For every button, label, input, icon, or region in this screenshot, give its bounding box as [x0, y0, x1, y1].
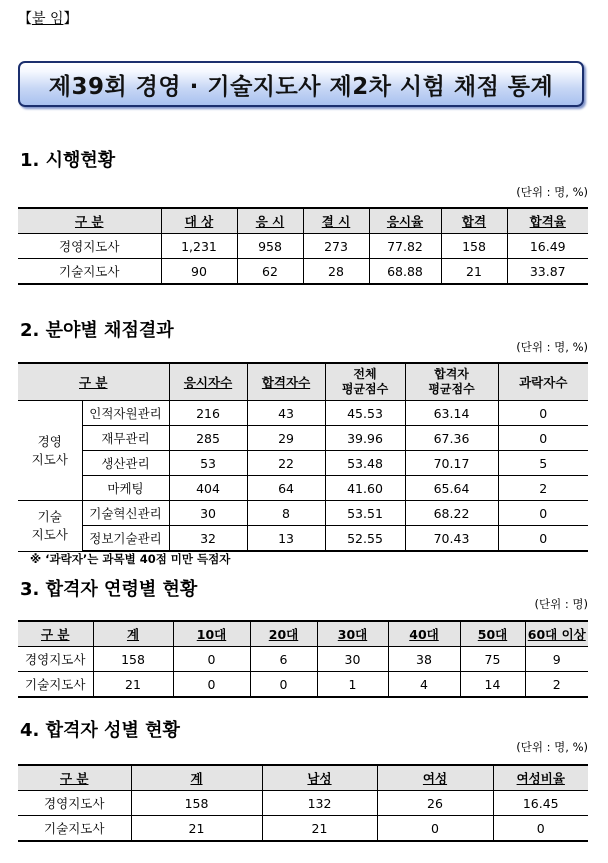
section3-unit: (단위 : 명) [534, 597, 588, 611]
age-table [18, 620, 588, 698]
table-cell: 0 [498, 526, 588, 552]
section4-unit: (단위 : 명, %) [516, 740, 588, 754]
table-cell: 0 [173, 647, 250, 672]
page-title: 제39회 경영 · 기술지도사 제2차 시험 채점 통계 [48, 73, 554, 100]
attachment-label: 【붙 임】 [18, 11, 78, 27]
table-cell: 0 [498, 501, 588, 526]
table-cell: 77.82 [369, 234, 441, 259]
table-cell: 0 [493, 816, 588, 842]
header-cell: 합격자수 [247, 363, 325, 401]
table-cell: 재무관리 [82, 426, 169, 451]
table-cell: 70.17 [405, 451, 498, 476]
table-cell: 1 [317, 672, 388, 698]
header-cell: 50대 [460, 621, 525, 647]
header-cell: 남성 [262, 765, 377, 791]
table-cell: 2 [498, 476, 588, 501]
table-cell: 21 [262, 816, 377, 842]
table-row [18, 501, 588, 526]
header-cell: 대 상 [161, 208, 237, 234]
table-row [18, 259, 588, 285]
header-cell: 응 시 [237, 208, 303, 234]
table-cell: 32 [169, 526, 247, 552]
table-cell: 45.53 [325, 401, 405, 426]
table-cell: 22 [247, 451, 325, 476]
header-cell: 과락자수 [498, 363, 588, 401]
table-row [18, 791, 588, 816]
fail-note: ※ ‘과락자’는 과목별 40점 미만 득점자 [30, 552, 231, 566]
table-header-row [18, 363, 588, 401]
table-cell: 68.22 [405, 501, 498, 526]
table-cell: 90 [161, 259, 237, 285]
table-cell: 2 [525, 672, 588, 698]
table-cell: 53.51 [325, 501, 405, 526]
table-cell: 216 [169, 401, 247, 426]
table-cell: 1,231 [161, 234, 237, 259]
header-cell: 합격자 평균점수 [405, 363, 498, 401]
header-cell: 40대 [388, 621, 460, 647]
section4-heading: 4. 합격자 성별 현황 [20, 720, 180, 741]
table-cell: 38 [388, 647, 460, 672]
section1-heading: 1. 시행현황 [20, 150, 116, 171]
section1-unit: (단위 : 명, %) [516, 185, 588, 199]
title-banner [18, 61, 584, 107]
header-cell: 합격율 [507, 208, 588, 234]
table-cell: 5 [498, 451, 588, 476]
table-cell: 경영지도사 [18, 234, 161, 259]
table-cell: 14 [460, 672, 525, 698]
table-cell: 인적자원관리 [82, 401, 169, 426]
header-cell: 응시자수 [169, 363, 247, 401]
table-cell: 62 [237, 259, 303, 285]
gender-table [18, 764, 588, 842]
table-row [18, 647, 588, 672]
table-cell: 63.14 [405, 401, 498, 426]
table-cell: 0 [498, 426, 588, 451]
table-cell: 68.88 [369, 259, 441, 285]
section3-heading: 3. 합격자 연령별 현황 [20, 579, 198, 600]
table-cell: 0 [377, 816, 493, 842]
table-cell: 285 [169, 426, 247, 451]
header-cell: 구 분 [18, 208, 161, 234]
table-cell: 132 [262, 791, 377, 816]
table-cell: 기술지도사 [18, 259, 161, 285]
table-cell: 64 [247, 476, 325, 501]
section2-heading: 2. 분야별 채점결과 [20, 320, 174, 341]
header-cell: 결 시 [303, 208, 369, 234]
table-cell: 기술혁신관리 [82, 501, 169, 526]
table-cell: 53.48 [325, 451, 405, 476]
table-row [18, 426, 588, 451]
table-cell: 29 [247, 426, 325, 451]
table-row [18, 234, 588, 259]
table-cell: 정보기술관리 [82, 526, 169, 552]
group-cell: 경영 지도사 [18, 401, 82, 501]
table-cell: 21 [131, 816, 262, 842]
table-header-row [18, 621, 588, 647]
table-cell: 21 [441, 259, 507, 285]
table-cell: 기술지도사 [18, 672, 93, 698]
table-cell: 기술지도사 [18, 816, 131, 842]
table-row [18, 476, 588, 501]
table-row [18, 672, 588, 698]
table-cell: 43 [247, 401, 325, 426]
table-cell: 9 [525, 647, 588, 672]
table-cell: 4 [388, 672, 460, 698]
header-cell: 30대 [317, 621, 388, 647]
header-cell: 20대 [250, 621, 317, 647]
table-cell: 70.43 [405, 526, 498, 552]
table-cell: 마케팅 [82, 476, 169, 501]
table-cell: 16.45 [493, 791, 588, 816]
table-row [18, 816, 588, 842]
table-cell: 33.87 [507, 259, 588, 285]
header-cell: 60대 이상 [525, 621, 588, 647]
group-cell: 기술 지도사 [18, 501, 82, 552]
status-table [18, 207, 588, 285]
header-cell: 합격 [441, 208, 507, 234]
table-cell: 30 [317, 647, 388, 672]
table-cell: 158 [441, 234, 507, 259]
table-row [18, 451, 588, 476]
table-cell: 39.96 [325, 426, 405, 451]
table-cell: 생산관리 [82, 451, 169, 476]
table-cell: 273 [303, 234, 369, 259]
header-cell: 계 [131, 765, 262, 791]
table-cell: 30 [169, 501, 247, 526]
table-cell: 158 [131, 791, 262, 816]
header-cell: 여성 [377, 765, 493, 791]
table-cell: 8 [247, 501, 325, 526]
table-cell: 0 [173, 672, 250, 698]
table-cell: 158 [93, 647, 173, 672]
table-cell: 26 [377, 791, 493, 816]
table-cell: 67.36 [405, 426, 498, 451]
header-cell: 10대 [173, 621, 250, 647]
table-cell: 경영지도사 [18, 791, 131, 816]
header-cell: 전체 평균점수 [325, 363, 405, 401]
header-cell: 구 분 [18, 363, 169, 401]
field-results-table [18, 362, 588, 552]
table-cell: 958 [237, 234, 303, 259]
table-cell: 경영지도사 [18, 647, 93, 672]
table-row [18, 526, 588, 552]
header-cell: 여성비율 [493, 765, 588, 791]
table-cell: 13 [247, 526, 325, 552]
table-cell: 0 [250, 672, 317, 698]
section2-unit: (단위 : 명, %) [516, 340, 588, 354]
table-cell: 41.60 [325, 476, 405, 501]
table-cell: 75 [460, 647, 525, 672]
header-cell: 구 분 [18, 621, 93, 647]
header-cell: 계 [93, 621, 173, 647]
table-cell: 404 [169, 476, 247, 501]
table-row [18, 401, 588, 426]
header-cell: 응시율 [369, 208, 441, 234]
table-cell: 28 [303, 259, 369, 285]
table-cell: 16.49 [507, 234, 588, 259]
header-cell: 구 분 [18, 765, 131, 791]
table-cell: 52.55 [325, 526, 405, 552]
table-cell: 21 [93, 672, 173, 698]
table-cell: 65.64 [405, 476, 498, 501]
table-cell: 0 [498, 401, 588, 426]
table-cell: 53 [169, 451, 247, 476]
table-header-row [18, 208, 588, 234]
table-cell: 6 [250, 647, 317, 672]
table-header-row [18, 765, 588, 791]
